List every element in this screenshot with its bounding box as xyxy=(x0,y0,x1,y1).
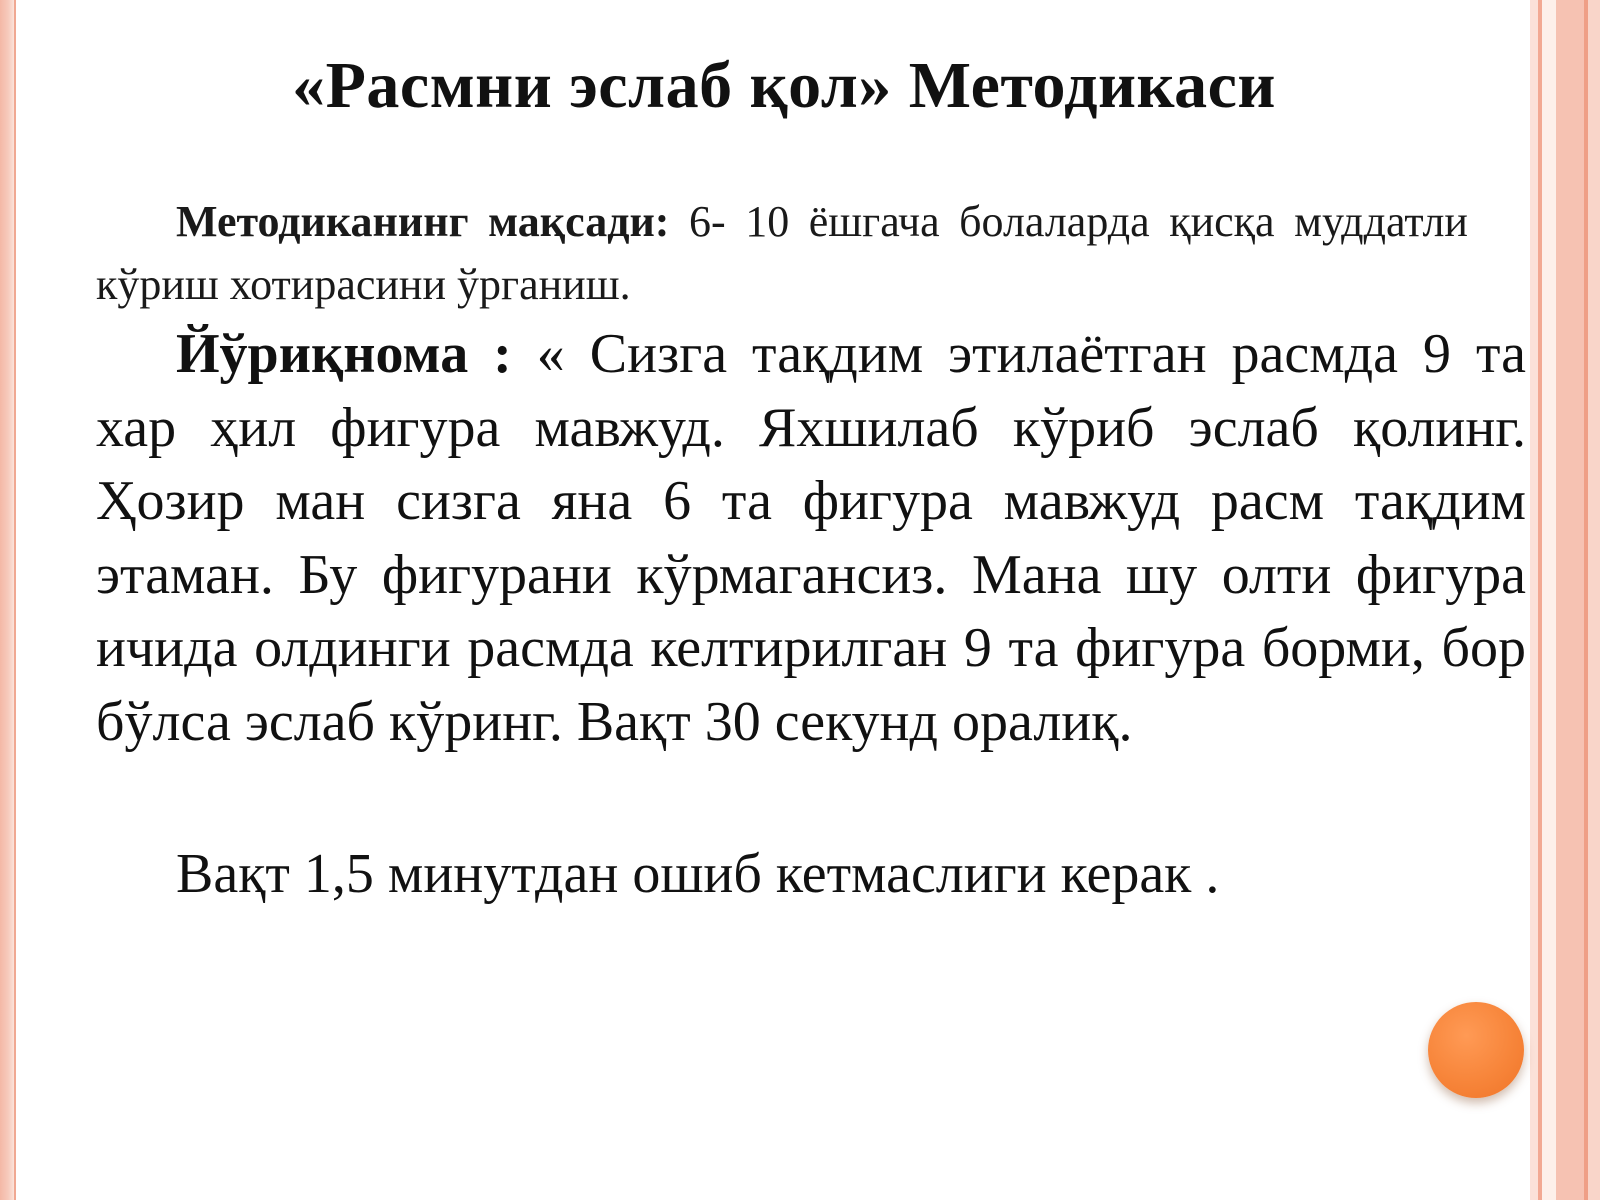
instruction-text: « Сизга тақдим этилаётган расмда 9 та хар ҳил фигура мавжуд. Яхшилаб кўриб эслаб қолинг. Ҳозир ман сизга яна 6 та фигура мавжуд расм тақдим этаман. Бу фигурани кўрмагансиз. Мана шу олти фигура ичида олдинги расмда келтирилган 9 та фигура борми, бор бўлса эслаб кўринг. Вақт 30 секунд оралиқ. xyxy=(96,323,1526,753)
left-border-line xyxy=(14,0,16,1200)
left-decorative-border xyxy=(0,0,14,1200)
purpose-label: Методиканинг мақсади: xyxy=(176,197,670,246)
right-stripe-1 xyxy=(1530,0,1538,1200)
right-stripe-4 xyxy=(1556,0,1584,1200)
right-stripe-3 xyxy=(1542,0,1556,1200)
orange-circle-decoration xyxy=(1428,1002,1524,1098)
time-limit-note: Вақт 1,5 минутдан ошиб кетмаслиги керак . xyxy=(176,843,1220,905)
purpose-text: 6- 10 ёшгача болаларда қисқа муддатли кўриш хотирасини ўрганиш. xyxy=(96,197,1468,309)
right-decorative-stripes xyxy=(1530,0,1600,1200)
instruction-label: Йўриқнома : xyxy=(176,323,512,385)
instruction-paragraph xyxy=(96,318,1526,759)
right-stripe-6 xyxy=(1588,0,1600,1200)
purpose-paragraph xyxy=(96,190,1468,316)
slide-title: «Расмни эслаб қол» Методикаси xyxy=(292,49,1276,122)
